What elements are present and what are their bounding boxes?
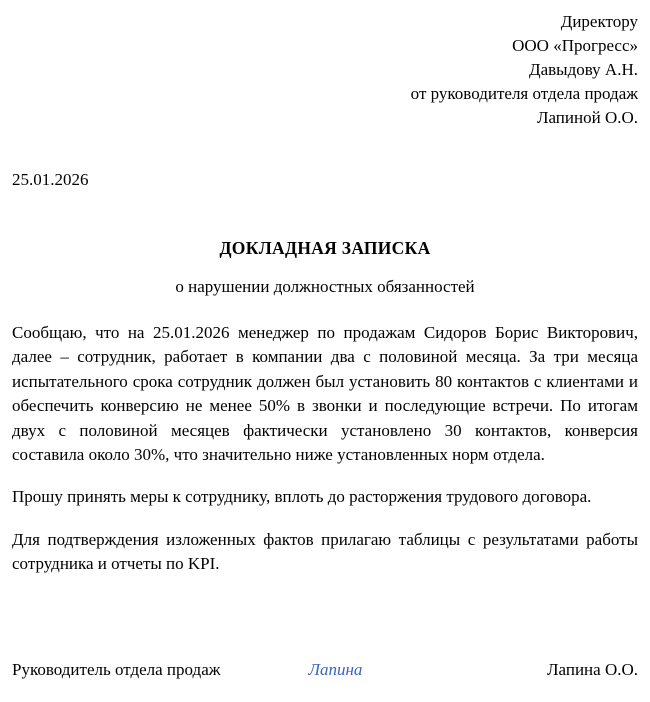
signature-row (12, 658, 638, 682)
title-block (12, 236, 638, 299)
document-date: 25.01.2026 (12, 170, 89, 189)
document-subtitle: о нарушении должностных обязанностей (175, 277, 475, 296)
addressee-line-3: Давыдову А.Н. (529, 60, 638, 79)
addressee-line-1: Директору (560, 12, 638, 31)
document-body (12, 321, 638, 577)
addressee-line-2: ООО «Прогресс» (512, 36, 638, 55)
signature-role: Руководитель отдела продаж (12, 660, 221, 679)
addressee-line-4: от руководителя отдела продаж (410, 84, 638, 103)
body-paragraph-2: Прошу принять меры к сотруднику, вплоть до расторжения трудового договора. (12, 487, 592, 507)
signature-name: Лапина О.О. (547, 660, 638, 679)
addressee-block (12, 10, 638, 130)
document-page (0, 10, 650, 702)
document-title: ДОКЛАДНАЯ ЗАПИСКА (219, 238, 431, 258)
body-paragraph-1: Сообщаю, что на 25.01.2026 менеджер по продажам Сидоров Борис Викторович, далее – сотрудник, работает в компании два с половиной месяца. За три месяца испытательного срока сотрудник должен был установить 80 контактов с клиентами и обеспечить конверсию не менее 50% в звонки и последующие встречи. По итогам двух с половиной месяцев фактически установлено 30 контактов, конверсия составила около 30%, что значительно ниже установленных норм отдела. (12, 323, 638, 465)
signature-handwritten-mark: Лапина (308, 660, 363, 679)
addressee-line-5: Лапиной О.О. (536, 108, 638, 127)
body-paragraph-3: Для подтверждения изложенных фактов прилагаю таблицы с результатами работы сотрудника и отчеты по KPI. (12, 529, 638, 574)
